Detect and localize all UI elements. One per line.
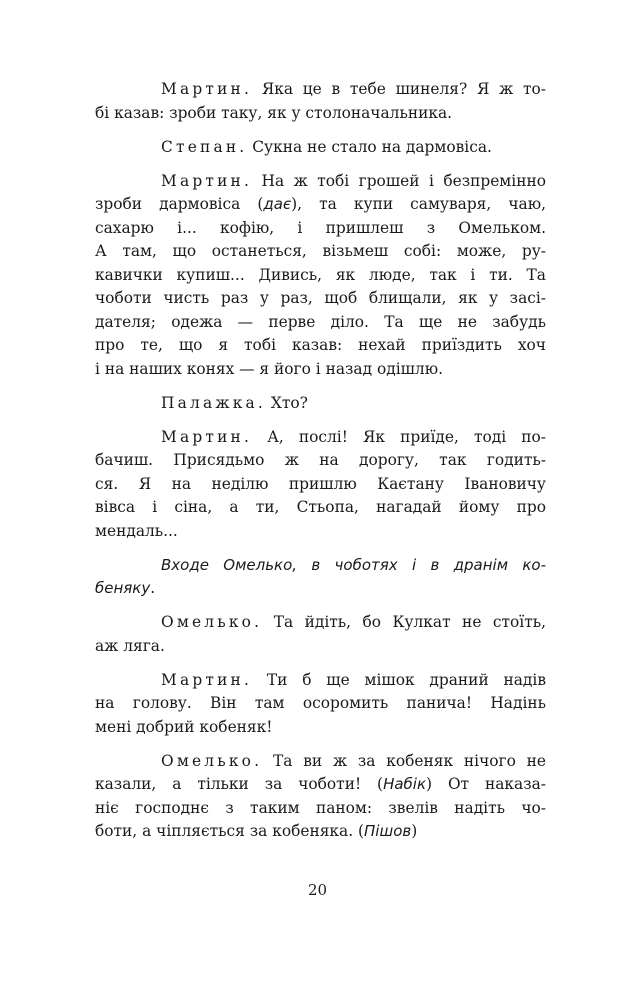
dialogue-text: на голову. Він там осоромить панича! Надінь bbox=[95, 694, 546, 712]
text-line bbox=[95, 311, 546, 335]
dialogue-text: сахарю і... кофію, і пришлеш з Омельком. bbox=[95, 218, 546, 237]
text-line bbox=[95, 102, 546, 126]
dialogue-text: Хто? bbox=[266, 393, 308, 412]
paragraph bbox=[95, 554, 546, 601]
dialogue-text: . bbox=[150, 579, 156, 597]
paragraph bbox=[95, 750, 546, 844]
paragraph bbox=[95, 136, 546, 160]
stage-direction: Входе Омелько, в чоботях і в дранім ко- bbox=[161, 555, 546, 574]
text-line bbox=[95, 287, 546, 311]
dialogue-text: дателя; одежа — перве діло. Та ще не забудь bbox=[95, 312, 546, 331]
paragraph bbox=[95, 78, 546, 125]
text-line bbox=[95, 820, 546, 844]
stage-direction: Набік bbox=[383, 775, 427, 793]
dialogue-text: мені добрий кобеняк! bbox=[95, 717, 273, 736]
text-line bbox=[95, 170, 546, 194]
speaker-name: Мартин. bbox=[161, 427, 253, 446]
text-line bbox=[95, 473, 546, 497]
dialogue-text: казали, а тільки за чоботи! ( bbox=[95, 775, 384, 793]
text-line bbox=[95, 750, 546, 774]
text-line bbox=[95, 426, 546, 450]
text-line bbox=[95, 78, 546, 102]
stage-direction: дає bbox=[263, 195, 292, 213]
speaker-name: Омелько. bbox=[161, 751, 263, 770]
text-line bbox=[95, 716, 546, 740]
dialogue-text: Та ви ж за кобеняк нічого не bbox=[262, 751, 546, 770]
dialogue-text: вівса і сіна, а ти, Стьопа, нагадай йому про bbox=[95, 498, 546, 516]
dialogue-text: чоботи чисть раз у раз, щоб блищали, як у засі- bbox=[95, 289, 546, 307]
text-line bbox=[95, 520, 546, 544]
speaker-name: Омелько. bbox=[161, 613, 263, 631]
stage-direction: Пішов bbox=[364, 822, 412, 840]
dialogue-text: Яка це в тебе шинеля? Я ж то- bbox=[252, 80, 546, 98]
dialogue-text: ся. Я на неділю пришлю Каєтану Івановичу bbox=[95, 474, 546, 493]
dialogue-text: кавички купиш... Дивись, як люде, так і ти. Та bbox=[95, 265, 546, 284]
paragraph bbox=[95, 392, 546, 416]
text-line bbox=[95, 392, 546, 416]
text-line bbox=[95, 554, 546, 578]
page-text bbox=[95, 78, 546, 854]
text-line bbox=[95, 449, 546, 473]
dialogue-text: мендаль... bbox=[95, 521, 178, 540]
stage-direction: беняку bbox=[95, 579, 151, 597]
dialogue-text: ніє господнє з таким паном: звелів надіть чо- bbox=[95, 798, 546, 817]
dialogue-text: бачиш. Присядьмо ж на дорогу, так годить- bbox=[95, 451, 546, 469]
text-line bbox=[95, 669, 546, 693]
text-line bbox=[95, 264, 546, 288]
speaker-name: Мартин. bbox=[161, 670, 253, 689]
dialogue-text: Та йдіть, бо Кулкат не стоїть, bbox=[262, 613, 546, 631]
dialogue-text: А там, що останеться, візьмеш собі: може, ру- bbox=[95, 242, 546, 260]
dialogue-text: і на наших конях — я його і назад одішлю. bbox=[95, 359, 443, 378]
text-line bbox=[95, 136, 546, 160]
paragraph bbox=[95, 426, 546, 544]
speaker-name: Мартин. bbox=[161, 80, 253, 98]
text-line bbox=[95, 611, 546, 635]
dialogue-text: зроби дармовіса ( bbox=[95, 195, 264, 213]
dialogue-text: На ж тобі грошей і безпремінно bbox=[252, 171, 546, 190]
text-line bbox=[95, 358, 546, 382]
text-line bbox=[95, 334, 546, 358]
paragraph bbox=[95, 170, 546, 382]
text-line bbox=[95, 635, 546, 659]
dialogue-text: А, послі! Як приїде, тоді по- bbox=[252, 427, 546, 446]
text-line bbox=[95, 773, 546, 797]
text-line bbox=[95, 577, 546, 601]
paragraph bbox=[95, 669, 546, 740]
speaker-name: Мартин. bbox=[161, 171, 253, 190]
paragraph bbox=[95, 611, 546, 658]
page-number: 20 bbox=[307, 881, 328, 899]
text-line bbox=[95, 193, 546, 217]
speaker-name: Палажка. bbox=[161, 393, 266, 412]
dialogue-text: боти, а чіпляється за кобеняка. ( bbox=[95, 822, 365, 840]
dialogue-text: ), та купи самуваря, чаю, bbox=[291, 195, 547, 213]
dialogue-text: аж ляга. bbox=[95, 636, 165, 655]
text-line bbox=[95, 240, 546, 264]
text-line bbox=[95, 692, 546, 716]
text-line bbox=[95, 496, 546, 520]
text-line bbox=[95, 217, 546, 241]
dialogue-text: Ти б ще мішок драний надів bbox=[252, 670, 546, 689]
dialogue-text: бі казав: зроби таку, як у столоначальника. bbox=[95, 103, 453, 122]
text-line bbox=[95, 797, 546, 821]
speaker-name: Степан. bbox=[161, 137, 248, 156]
dialogue-text: Сукна не стало на дармовіса. bbox=[247, 137, 492, 156]
dialogue-text: про те, що я тобі казав: нехай приїздить хоч bbox=[95, 336, 546, 354]
dialogue-text: ) От наказа- bbox=[426, 775, 546, 793]
dialogue-text: ) bbox=[411, 822, 418, 840]
